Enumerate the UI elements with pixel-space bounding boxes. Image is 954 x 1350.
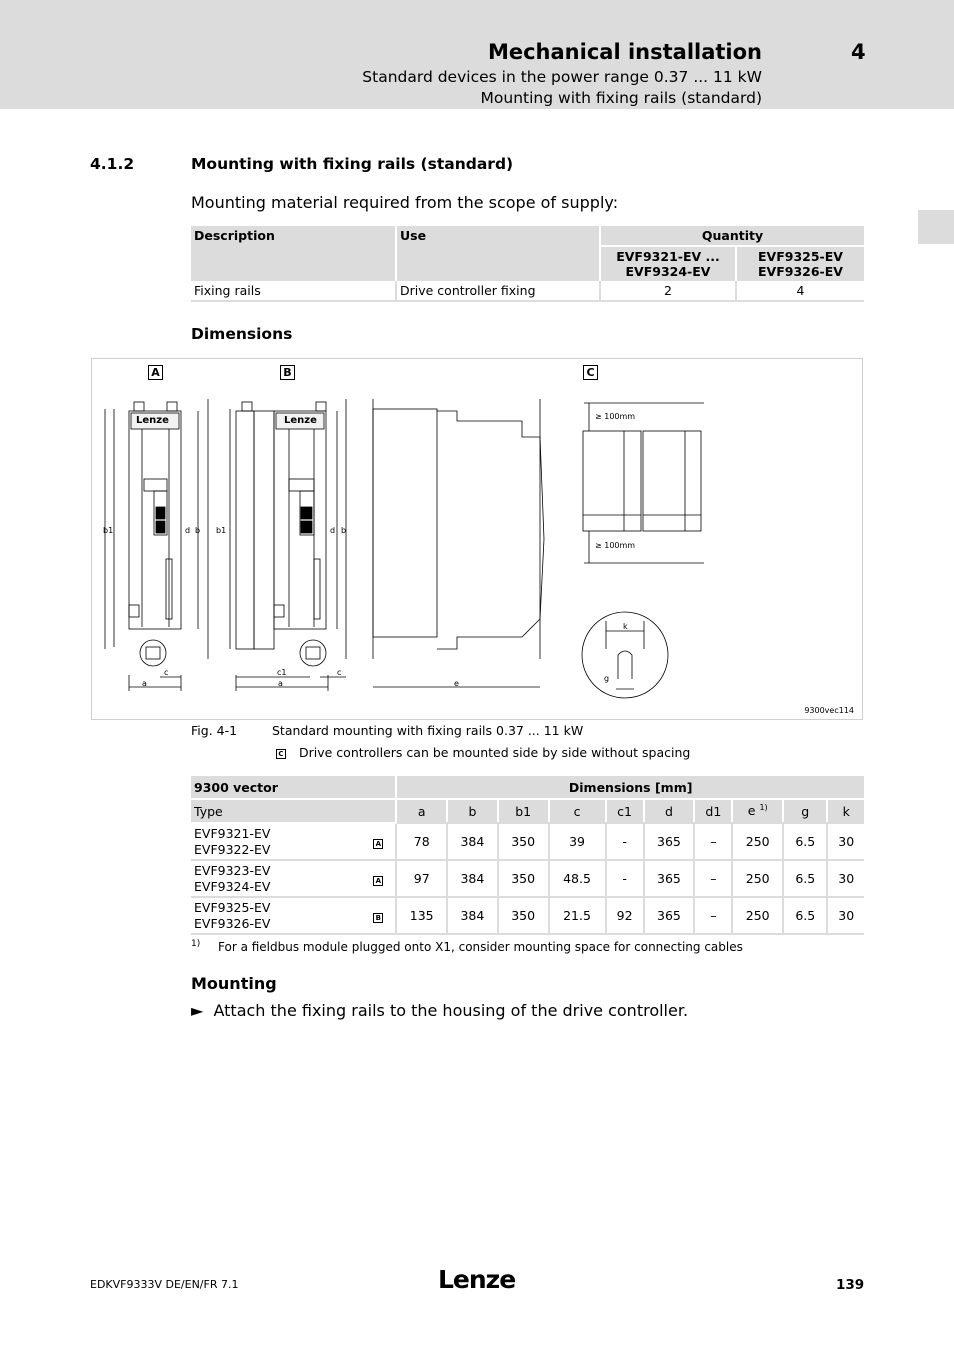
table-row <box>191 281 864 301</box>
qty-group-1-line-1: EVF9321-EV ... <box>616 249 720 264</box>
table-row <box>191 897 864 934</box>
mounting-heading: Mounting <box>191 974 277 993</box>
cell-value: 250 <box>732 823 783 860</box>
dim-b1-b: b1 <box>216 526 227 535</box>
page-number: 139 <box>836 1277 865 1293</box>
figure-caption: Standard mounting with fixing rails 0.37 ... 11 kW <box>272 723 584 738</box>
cell-type <box>191 823 361 860</box>
cell-qty-1: 2 <box>600 281 736 301</box>
cell-value: – <box>694 860 732 897</box>
col-type: Type <box>191 799 396 823</box>
side-view-drawing <box>373 399 544 687</box>
dim-c1-b: c1 <box>277 668 287 677</box>
intro-text: Mounting material required from the scope of supply: <box>191 193 619 212</box>
header-subtitle-1: Standard devices in the power range 0.37 ... 11 kW <box>362 68 762 86</box>
figure-dimensions <box>91 358 863 720</box>
doc-id: EDKVF9333V DE/EN/FR 7.1 <box>90 1278 239 1291</box>
cell-type <box>191 897 361 934</box>
cell-type <box>191 860 361 897</box>
cell-desc: Fixing rails <box>191 281 396 301</box>
dim-k: k <box>623 622 628 631</box>
dim-a-a: a <box>142 679 147 688</box>
figure-label-a: A <box>148 365 163 380</box>
page-header <box>0 0 954 109</box>
cell-value: – <box>694 897 732 934</box>
cell-value: 135 <box>396 897 447 934</box>
chapter-tab <box>918 210 954 244</box>
qty-group-2-line-1: EVF9325-EV <box>758 249 843 264</box>
cell-value: 30 <box>827 823 864 860</box>
clearance-top: ≥ 100mm <box>595 412 636 421</box>
type-line-2: EVF9322-EV <box>194 841 271 857</box>
dim-b-a: b <box>195 526 201 535</box>
side-by-side-drawing <box>582 403 704 698</box>
dim-e: e <box>454 679 459 688</box>
dim-c-a: c <box>164 668 169 677</box>
cell-value: 30 <box>827 860 864 897</box>
figure-number: Fig. 4-1 <box>191 723 238 738</box>
cell-qty-2: 4 <box>736 281 864 301</box>
col-d1: d1 <box>694 799 732 823</box>
brand-label-a: Lenze <box>136 415 169 426</box>
dim-a-b: a <box>278 679 283 688</box>
figure-code: 9300vec114 <box>804 706 854 715</box>
qty-group-2-line-2: EVF9326-EV <box>758 264 843 279</box>
col-quantity: Quantity <box>600 226 864 246</box>
dim-b-b: b <box>341 526 347 535</box>
footnote-number: 1) <box>191 939 201 949</box>
cell-value: 78 <box>396 823 447 860</box>
col-use: Use <box>396 226 600 281</box>
header-subtitle-2: Mounting with fixing rails (standard) <box>480 89 762 107</box>
bullet-icon: ► <box>191 1001 204 1020</box>
header-title: Mechanical installation <box>487 40 762 64</box>
dim-d-a: d <box>185 526 191 535</box>
cell-value: 384 <box>447 823 498 860</box>
cell-value: 365 <box>644 823 695 860</box>
cell-value: - <box>606 823 644 860</box>
dimensions-table <box>191 776 864 935</box>
dimension-drawing <box>92 359 862 719</box>
cell-use: Drive controller fixing <box>396 281 600 301</box>
col-c1: c1 <box>606 799 644 823</box>
cell-value: - <box>606 860 644 897</box>
col-e <box>732 799 783 823</box>
footnote-text: For a fieldbus module plugged onto X1, consider mounting space for connecting cables <box>218 940 743 954</box>
cell-value: 250 <box>732 860 783 897</box>
cell-value: 92 <box>606 897 644 934</box>
cell-value: 384 <box>447 897 498 934</box>
col-dimensions: Dimensions [mm] <box>396 776 864 799</box>
lenze-logo: Lenze <box>438 1265 516 1294</box>
cell-value: 350 <box>498 897 549 934</box>
cell-value: 97 <box>396 860 447 897</box>
cell-value: 384 <box>447 860 498 897</box>
mounting-instruction <box>191 1001 688 1020</box>
qty-group-1-line-2: EVF9324-EV <box>625 264 711 279</box>
col-b: b <box>447 799 498 823</box>
cell-value: 6.5 <box>783 823 827 860</box>
dimensions-heading: Dimensions <box>191 325 293 343</box>
table-row <box>191 860 864 897</box>
cell-value: 48.5 <box>549 860 606 897</box>
cell-mark <box>361 860 396 897</box>
type-line-2: EVF9324-EV <box>194 878 271 894</box>
col-k: k <box>827 799 864 823</box>
device-b-drawing <box>230 399 346 691</box>
type-line-1: EVF9325-EV <box>194 899 271 915</box>
col-group: 9300 vector <box>191 776 396 799</box>
figure-note: Drive controllers can be mounted side by side without spacing <box>299 745 691 760</box>
col-a: a <box>396 799 447 823</box>
cell-value: 6.5 <box>783 860 827 897</box>
figure-label-c: C <box>583 365 598 380</box>
cell-value: 350 <box>498 860 549 897</box>
dim-d-b: d <box>330 526 336 535</box>
brand-label-b: Lenze <box>284 415 317 426</box>
note-mark: C <box>276 749 286 759</box>
type-line-1: EVF9321-EV <box>194 825 271 841</box>
section-title: Mounting with fixing rails (standard) <box>191 155 514 173</box>
col-c: c <box>549 799 606 823</box>
col-g: g <box>783 799 827 823</box>
type-line-2: EVF9326-EV <box>194 915 271 931</box>
cell-value: 365 <box>644 897 695 934</box>
col-description: Description <box>191 226 396 281</box>
dim-c-b: c <box>337 668 342 677</box>
material-table <box>191 226 864 302</box>
col-b1: b1 <box>498 799 549 823</box>
cell-value: 6.5 <box>783 897 827 934</box>
variant-mark: A <box>373 876 383 886</box>
col-qty-group-1 <box>600 246 736 281</box>
variant-mark: A <box>373 839 383 849</box>
cell-value: 365 <box>644 860 695 897</box>
cell-mark <box>361 897 396 934</box>
cell-value: 21.5 <box>549 897 606 934</box>
chapter-number: 4 <box>851 40 866 64</box>
cell-value: 30 <box>827 897 864 934</box>
figure-label-b: B <box>280 365 295 380</box>
cell-value: – <box>694 823 732 860</box>
clearance-bottom: ≥ 100mm <box>595 541 636 550</box>
cell-value: 350 <box>498 823 549 860</box>
table-row <box>191 823 864 860</box>
mounting-text: Attach the fixing rails to the housing of the drive controller. <box>213 1001 689 1020</box>
cell-value: 250 <box>732 897 783 934</box>
dim-g: g <box>604 674 610 683</box>
section-number: 4.1.2 <box>90 155 135 173</box>
col-d: d <box>644 799 695 823</box>
col-qty-group-2 <box>736 246 864 281</box>
col-e-footnote: 1) <box>759 803 768 813</box>
col-e-label: e <box>747 803 756 819</box>
type-line-1: EVF9323-EV <box>194 862 271 878</box>
device-a-drawing <box>105 399 208 691</box>
cell-value: 39 <box>549 823 606 860</box>
variant-mark: B <box>373 913 383 923</box>
dim-b1-a: b1 <box>103 526 114 535</box>
cell-mark <box>361 823 396 860</box>
